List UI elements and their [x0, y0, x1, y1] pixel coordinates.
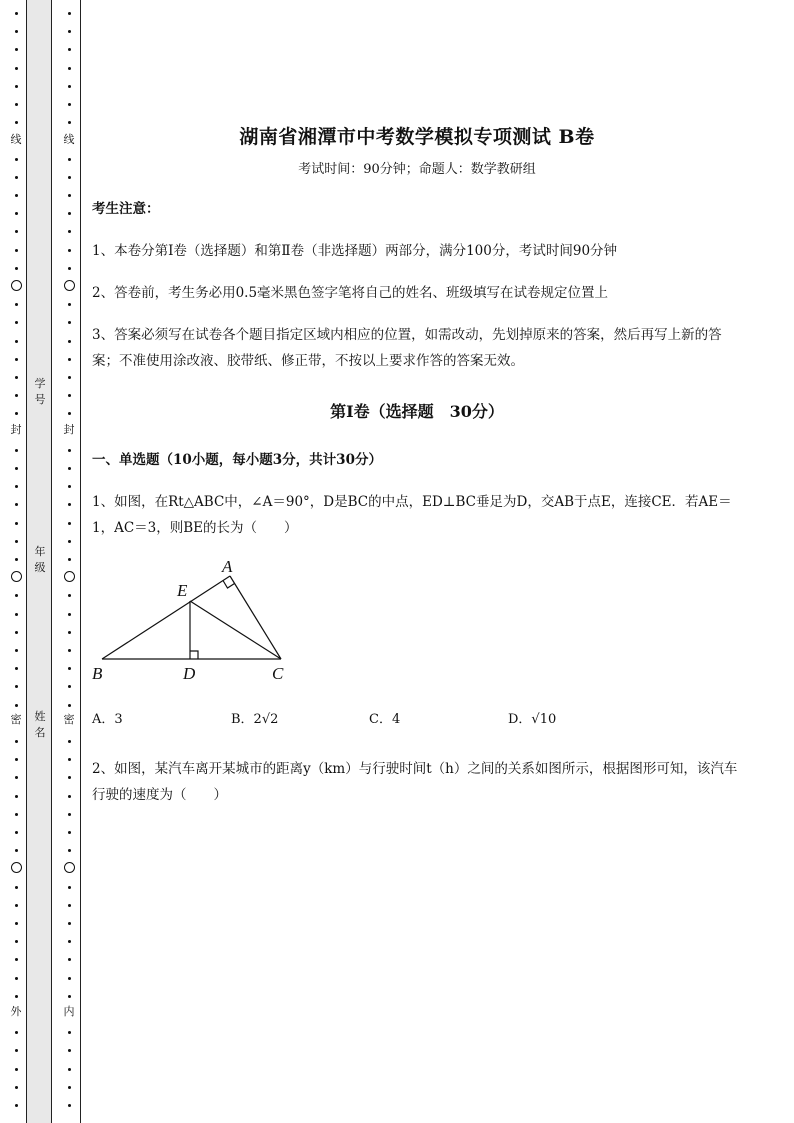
seal-dot [68, 121, 71, 124]
seal-dot [68, 267, 71, 270]
seal-dot [15, 958, 18, 961]
seal-dot [68, 485, 71, 488]
seal-dot [68, 940, 71, 943]
seal-dot [15, 667, 18, 670]
label-c: C [272, 664, 284, 683]
seal-dot [68, 394, 71, 397]
seal-dot [68, 1031, 71, 1034]
seal-dot [68, 30, 71, 33]
seal-dot [15, 522, 18, 525]
seal-dot [15, 558, 18, 561]
seal-dot [15, 48, 18, 51]
seal-dot [15, 303, 18, 306]
seal-dot [68, 704, 71, 707]
seal-dot [15, 758, 18, 761]
seal-dot [68, 449, 71, 452]
seal-dot [68, 795, 71, 798]
segment-ac [230, 576, 281, 659]
seal-dot [68, 249, 71, 252]
seal-dot [68, 376, 71, 379]
seal-dot [68, 594, 71, 597]
option-c[interactable]: C．4 [369, 712, 401, 727]
seal-dot [68, 522, 71, 525]
seal-dot [68, 67, 71, 70]
seal-dot [68, 321, 71, 324]
student-id-label: 学号 [34, 377, 46, 406]
seal-dot [15, 886, 18, 889]
seal-dot [15, 904, 18, 907]
notice-item-1: 1、本卷分第I卷（选择题）和第Ⅱ卷（非选择题）两部分，满分100分，考试时间90分钟 [92, 243, 618, 259]
part-heading: 一、单选题（10小题，每小题3分，共计30分） [92, 452, 382, 468]
seal-dot [68, 194, 71, 197]
seal-circle-icon [64, 280, 75, 291]
seal-dot [68, 613, 71, 616]
seal-dot [15, 376, 18, 379]
seal-dot [15, 776, 18, 779]
label-a: A [222, 557, 233, 576]
seal-dot [15, 977, 18, 980]
question-2-text: 2、如图，某汽车离开某城市的距离y（km）与行驶时间t（h）之间的关系如图所示，根据图形可知，该汽车行驶的速度为（ ） [92, 761, 738, 803]
seal-dot [68, 467, 71, 470]
binding-margin [0, 0, 82, 1123]
seal-dot [68, 230, 71, 233]
seal-dot [15, 358, 18, 361]
right-angle-mark-d [190, 651, 198, 659]
notice-item-3: 3、答案必须写在试卷各个题目指定区域内相应的位置，如需改动，先划掉原来的答案，然后再写上新的答案；不准使用涂改液、胶带纸、修正带，不按以上要求作答的答案无效。 [92, 327, 722, 369]
label-e: E [177, 581, 188, 600]
margin-rule [80, 0, 81, 1123]
seal-dot [15, 540, 18, 543]
seal-dot [68, 1049, 71, 1052]
seal-dot [15, 321, 18, 324]
seal-dot [15, 1068, 18, 1071]
seal-dot [68, 158, 71, 161]
seal-dot [15, 503, 18, 506]
seal-dot [15, 831, 18, 834]
seal-dot [68, 1086, 71, 1089]
notice-heading: 考生注意： [92, 201, 160, 217]
seal-dot [68, 831, 71, 834]
seal-dot [68, 958, 71, 961]
segment-ec [190, 601, 281, 659]
seal-dot [68, 685, 71, 688]
seal-circle-icon [64, 571, 75, 582]
inner-seal-line [62, 0, 76, 1123]
seal-dot [15, 103, 18, 106]
seal-dot [15, 485, 18, 488]
seal-dot [68, 776, 71, 779]
outer-mark-xian: 线 [10, 133, 22, 146]
seal-dot [15, 340, 18, 343]
student-info-band [26, 0, 52, 1123]
triangle-figure [86, 552, 301, 687]
seal-circle-icon [11, 280, 22, 291]
inner-mark-nei: 内 [63, 1005, 75, 1018]
option-d[interactable]: D．√10 [508, 712, 557, 727]
seal-dot [15, 467, 18, 470]
seal-dot [15, 649, 18, 652]
seal-dot [15, 1049, 18, 1052]
label-b: B [92, 664, 103, 683]
seal-dot [68, 540, 71, 543]
seal-dot [15, 631, 18, 634]
seal-dot [68, 631, 71, 634]
seal-dot [68, 740, 71, 743]
outer-mark-wai: 外 [10, 1005, 22, 1018]
exam-subtitle: 考试时间：90分钟；命题人：数学教研组 [298, 162, 536, 177]
seal-dot [68, 176, 71, 179]
seal-dot [68, 649, 71, 652]
seal-dot [15, 212, 18, 215]
question-1-options [92, 708, 742, 730]
seal-dot [15, 194, 18, 197]
seal-dot [15, 394, 18, 397]
seal-dot [68, 12, 71, 15]
seal-dot [15, 795, 18, 798]
seal-dot [15, 176, 18, 179]
seal-dot [68, 558, 71, 561]
seal-dot [15, 412, 18, 415]
section-title: 第I卷（选择题 30分） [330, 402, 504, 421]
seal-dot [68, 340, 71, 343]
seal-dot [68, 995, 71, 998]
seal-dot [68, 412, 71, 415]
seal-dot [15, 594, 18, 597]
seal-dot [15, 813, 18, 816]
seal-dot [68, 48, 71, 51]
seal-dot [68, 212, 71, 215]
seal-dot [15, 995, 18, 998]
seal-dot [15, 685, 18, 688]
seal-dot [15, 922, 18, 925]
seal-circle-icon [11, 571, 22, 582]
seal-circle-icon [11, 862, 22, 873]
label-d: D [183, 664, 196, 683]
seal-dot [15, 249, 18, 252]
option-b[interactable]: B．2√2 [231, 712, 279, 727]
seal-dot [68, 103, 71, 106]
seal-dot [68, 503, 71, 506]
segment-ba [102, 576, 230, 659]
inner-mark-xian: 线 [63, 133, 75, 146]
seal-dot [68, 1068, 71, 1071]
inner-mark-feng: 封 [63, 423, 75, 436]
seal-dot [15, 940, 18, 943]
seal-circle-icon [64, 862, 75, 873]
seal-dot [68, 303, 71, 306]
seal-dot [68, 886, 71, 889]
inner-mark-mi: 密 [63, 713, 75, 726]
seal-dot [15, 613, 18, 616]
seal-dot [15, 449, 18, 452]
seal-dot [15, 267, 18, 270]
seal-dot [68, 85, 71, 88]
seal-dot [15, 85, 18, 88]
grade-label: 年级 [34, 545, 46, 574]
seal-dot [15, 67, 18, 70]
seal-dot [68, 904, 71, 907]
outer-mark-feng: 封 [10, 423, 22, 436]
seal-dot [68, 977, 71, 980]
option-a[interactable]: A．3 [92, 712, 123, 727]
question-1-text: 1、如图，在Rt△ABC中，∠A＝90°，D是BC的中点，ED⊥BC垂足为D，交AB于点E，连接CE．若AE＝1，AC＝3，则BE的长为（ ） [92, 494, 732, 536]
seal-dot [15, 30, 18, 33]
seal-dot [15, 12, 18, 15]
seal-dot [15, 121, 18, 124]
notice-item-2: 2、答卷前，考生务必用0.5毫米黑色签字笔将自己的姓名、班级填写在试卷规定位置上 [92, 285, 609, 301]
seal-dot [15, 704, 18, 707]
seal-dot [15, 849, 18, 852]
seal-dot [15, 158, 18, 161]
outer-mark-mi: 密 [10, 713, 22, 726]
seal-dot [68, 813, 71, 816]
name-label: 姓名 [34, 710, 46, 739]
seal-dot [15, 740, 18, 743]
seal-dot [68, 358, 71, 361]
seal-dot [68, 1104, 71, 1107]
outer-seal-line [9, 0, 23, 1123]
seal-dot [15, 1031, 18, 1034]
seal-dot [15, 1104, 18, 1107]
seal-dot [68, 849, 71, 852]
seal-dot [68, 758, 71, 761]
seal-dot [15, 1086, 18, 1089]
seal-dot [15, 230, 18, 233]
exam-title: 湖南省湘潭市中考数学模拟专项测试 B卷 [239, 126, 595, 148]
seal-dot [68, 922, 71, 925]
seal-dot [68, 667, 71, 670]
